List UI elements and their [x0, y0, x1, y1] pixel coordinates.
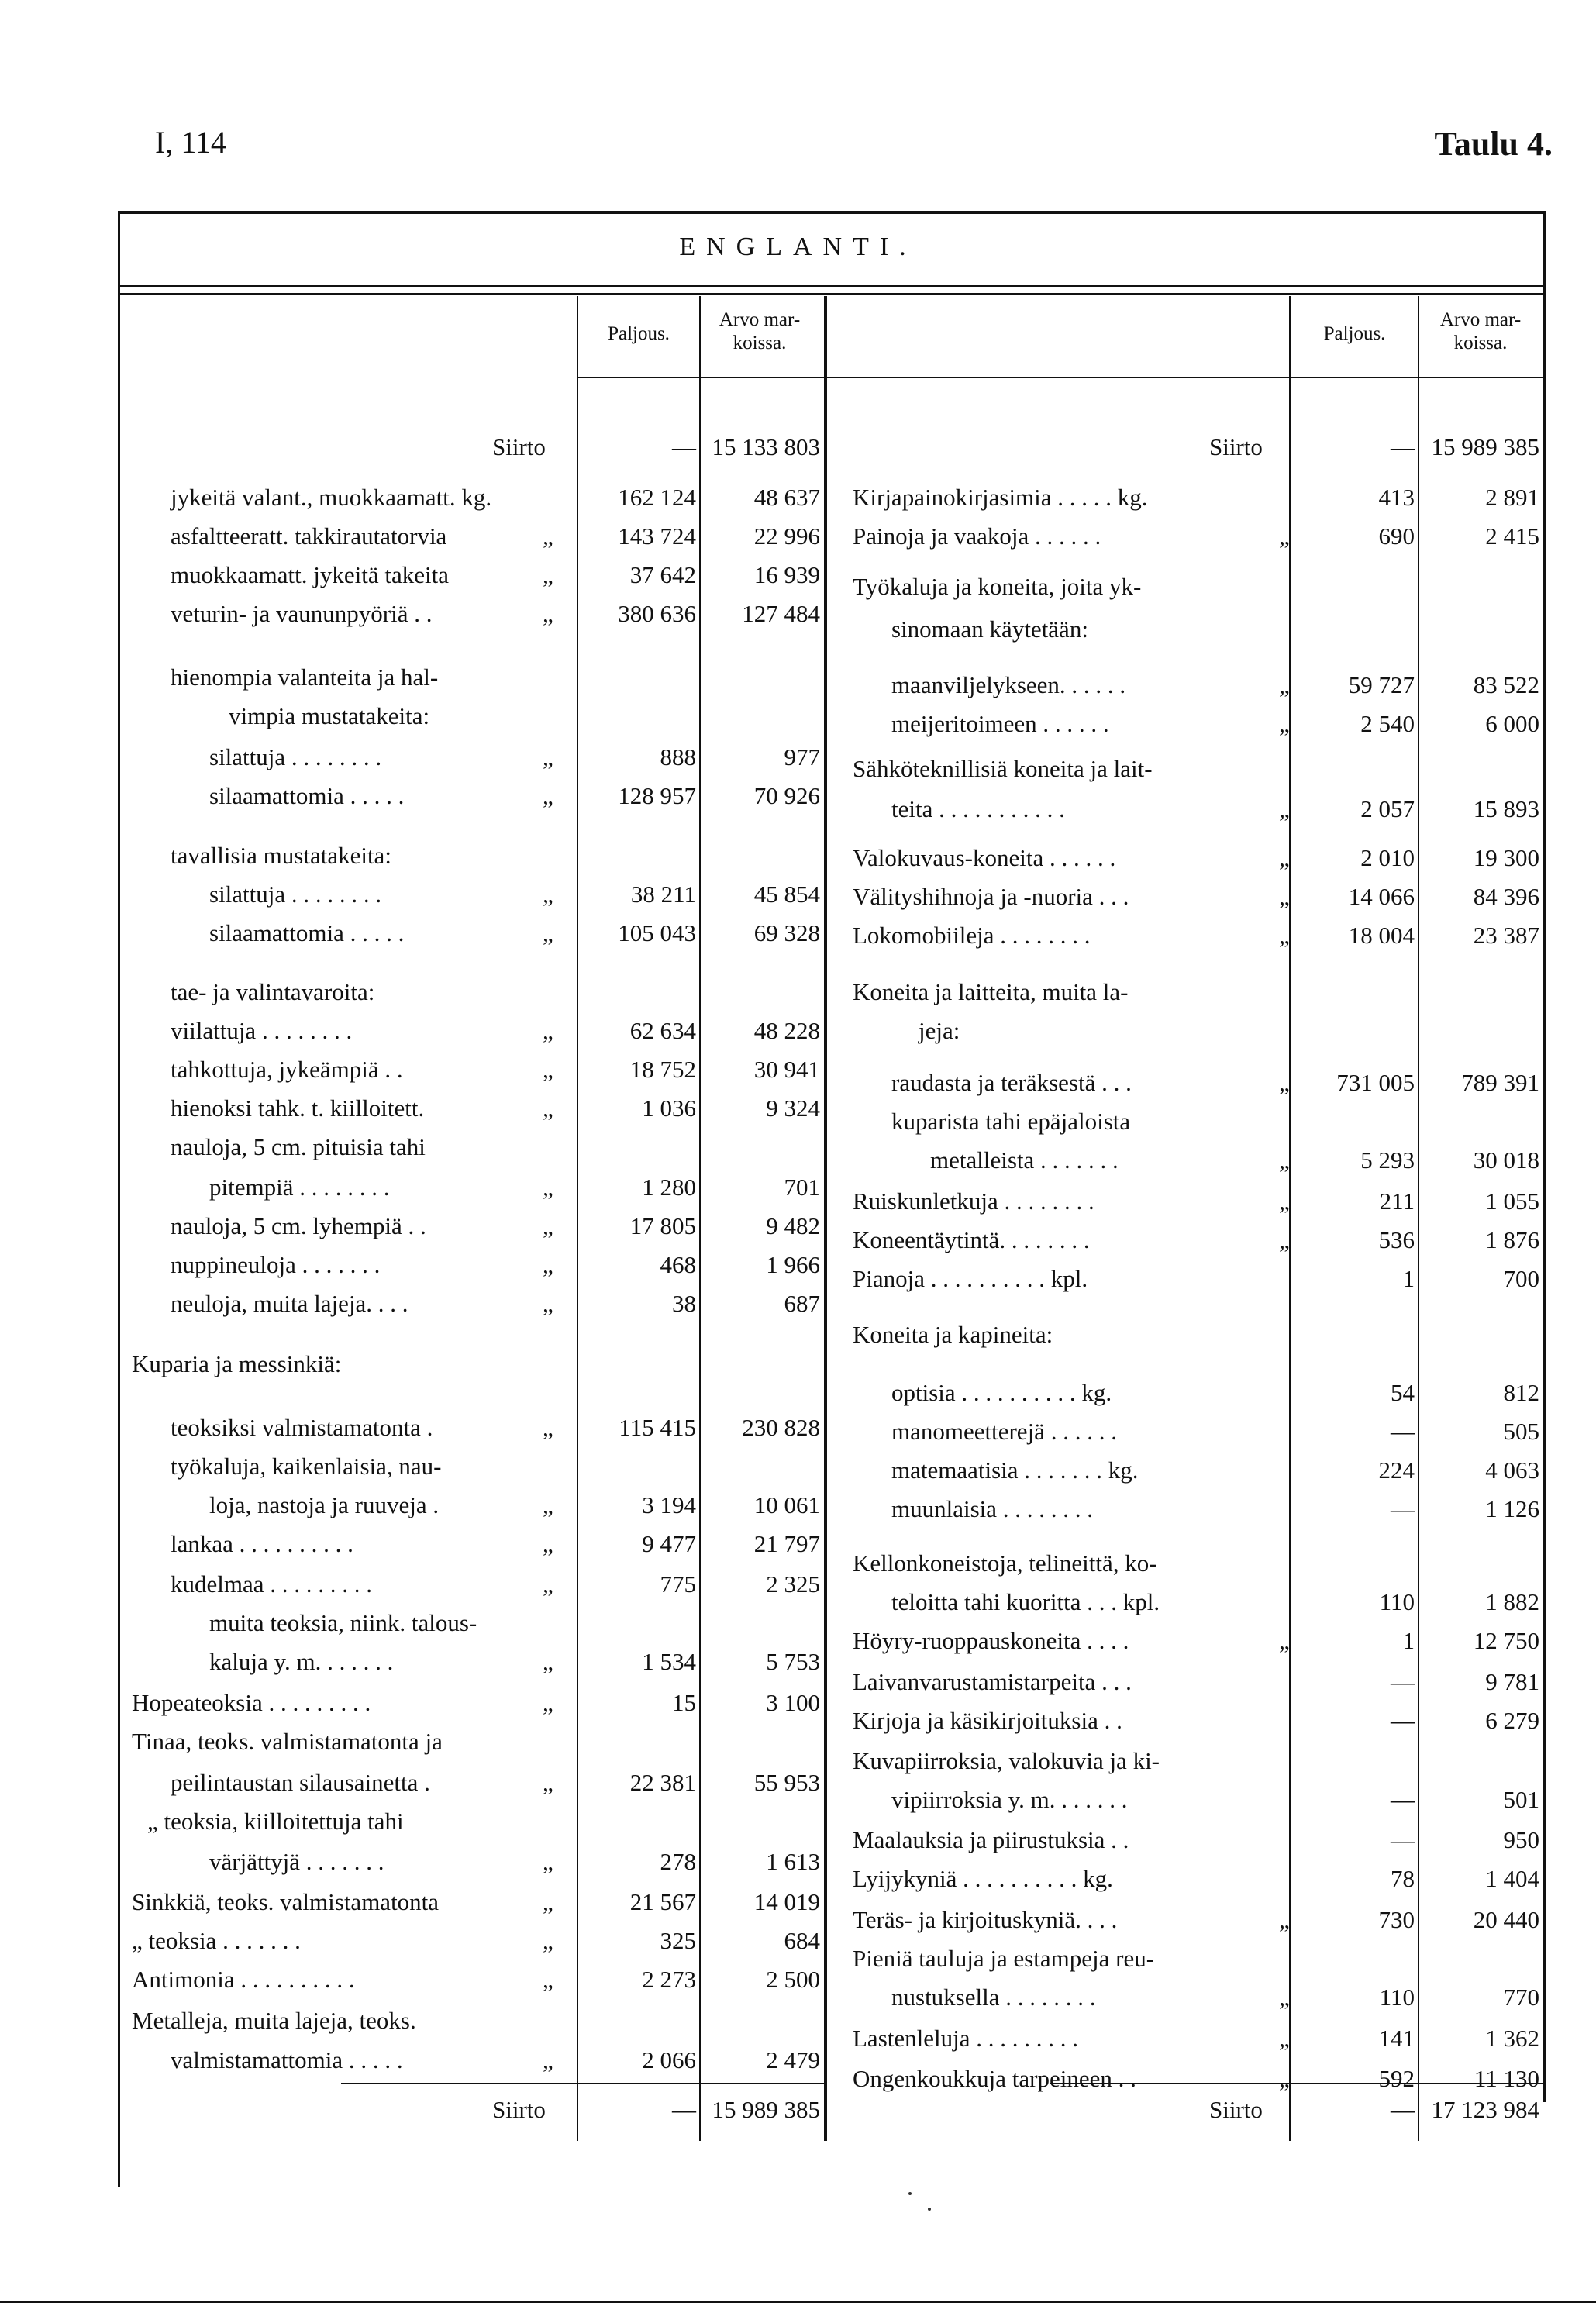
left-row-label: nauloja, 5 cm. lyhempiä . . [171, 1212, 426, 1239]
left-row-label: muita teoksia, niink. talous- [209, 1609, 477, 1636]
right-row-label: meijeritoimeen . . . . . . [891, 710, 1109, 737]
right-row-label: maanviljelykseen. . . . . . [891, 671, 1126, 698]
left-row-label: hienoksi tahk. t. kiilloitett. [171, 1094, 425, 1122]
left-row-label: Hopeateoksia . . . . . . . . . [132, 1689, 371, 1716]
right-row-quantity: 54 [1391, 1379, 1415, 1406]
right-row [0, 1585, 1596, 1619]
right-row-value: 950 [1503, 1826, 1539, 1853]
left-row-unit: „ [543, 1848, 553, 1875]
right-row [0, 1704, 1596, 1738]
right-row-quantity: 141 [1378, 2025, 1415, 2052]
right-row-label: metalleista . . . . . . . [930, 1146, 1119, 1174]
right-row [0, 1665, 1596, 1699]
left-row-label: tavallisia mustatakeita: [171, 842, 391, 869]
right-row-label: Höyry-ruoppauskoneita . . . . [853, 1627, 1129, 1654]
right-row-quantity: 224 [1378, 1456, 1415, 1484]
right-row-label: kuparista tahi epäjaloista [891, 1108, 1131, 1135]
right-row-value: 2 891 [1485, 484, 1539, 511]
right-row [0, 919, 1596, 953]
right-row-quantity: 2 057 [1360, 795, 1415, 822]
header-double-rule-1 [118, 285, 1546, 287]
right-row [0, 430, 1596, 464]
right-row-label: Lastenleluja . . . . . . . . . [853, 2025, 1078, 2052]
left-row-label: teoksiksi valmistamatonta . [171, 1414, 433, 1441]
right-row-label: nustuksella . . . . . . . . [891, 1984, 1096, 2011]
right-qty-header: Paljous. [1323, 323, 1386, 344]
left-row-label: pitempiä . . . . . . . . [209, 1174, 390, 1201]
right-row-quantity: 731 005 [1336, 1069, 1415, 1096]
left-row-quantity: 1 534 [642, 1648, 696, 1675]
left-row-label: silaamattomia . . . . . [209, 782, 405, 809]
right-row-label: Pieniä tauluja ja estampeja reu- [853, 1945, 1155, 1972]
right-row-label: vipiirroksia y. m. . . . . . . [891, 1786, 1128, 1813]
right-row-unit: „ [1279, 710, 1290, 737]
right-row-quantity: 110 [1379, 1984, 1415, 2011]
right-row-value: 12 750 [1473, 1627, 1539, 1654]
right-row-quantity: 536 [1378, 1226, 1415, 1253]
left-row-label: viilattuja . . . . . . . . [171, 1017, 353, 1044]
left-row-unit: „ [543, 1094, 553, 1122]
left-row-label: Tinaa, teoks. valmistamatonta ja [132, 1728, 443, 1755]
left-row-value: 10 061 [753, 1491, 820, 1518]
right-row-quantity: 5 293 [1360, 1146, 1415, 1174]
right-row [0, 1546, 1596, 1580]
left-row-value: 69 328 [753, 919, 820, 946]
right-row-quantity: — [1391, 1786, 1415, 1813]
right-row [0, 1143, 1596, 1177]
left-row-value: 1 966 [766, 1251, 820, 1278]
page-number: I, 114 [155, 125, 226, 160]
right-row-label: Kirjapainokirjasimia . . . . . kg. [853, 484, 1148, 511]
right-row-quantity: 592 [1378, 2065, 1415, 2092]
left-row-label: „ teoksia . . . . . . . [132, 1927, 301, 1954]
left-row-unit: „ [543, 1769, 553, 1796]
right-row-value: 4 063 [1485, 1456, 1539, 1484]
right-row [0, 2062, 1596, 2096]
right-row [0, 1184, 1596, 1218]
left-row-quantity: 1 036 [642, 1094, 696, 1122]
right-row-value: 501 [1503, 1786, 1539, 1813]
left-row-label: kudelmaa . . . . . . . . . [171, 1570, 373, 1598]
left-row-unit: „ [543, 1017, 553, 1044]
left-row-label: nauloja, 5 cm. pituisia tahi [171, 1133, 426, 1160]
right-row-label: Koneentäytintä. . . . . . . . [853, 1226, 1090, 1253]
right-row-quantity: 211 [1379, 1187, 1415, 1215]
right-row-quantity: 59 727 [1348, 671, 1415, 698]
right-row-label: Teräs- ja kirjoituskyniä. . . . [853, 1906, 1118, 1933]
bottom-border [0, 2301, 1596, 2303]
right-row-quantity: — [1391, 2096, 1415, 2123]
left-row-unit: „ [543, 1414, 553, 1441]
right-row-unit: „ [1279, 671, 1290, 698]
right-row-unit: „ [1279, 922, 1290, 949]
left-row-value: 701 [784, 1174, 820, 1201]
left-row-value: 3 100 [766, 1689, 820, 1716]
left-row-unit: „ [543, 1927, 553, 1954]
left-row-label: lankaa . . . . . . . . . . [171, 1530, 353, 1557]
left-row-quantity: 105 043 [618, 919, 696, 946]
left-row-quantity: 62 634 [629, 1017, 696, 1044]
right-row-label: muunlaisia . . . . . . . . [891, 1495, 1094, 1522]
right-row-value: 505 [1503, 1418, 1539, 1445]
right-row [0, 1942, 1596, 1976]
right-row-value: 30 018 [1473, 1146, 1539, 1174]
left-row-quantity: 21 567 [629, 1888, 696, 1915]
right-row-unit: „ [1279, 1627, 1290, 1654]
left-row-unit: „ [543, 1966, 553, 1993]
left-row-unit: „ [543, 561, 553, 588]
left-row-quantity: 15 [672, 1689, 696, 1716]
right-row-unit: „ [1279, 2025, 1290, 2052]
left-row-quantity: — [672, 433, 696, 460]
right-row-value: 6 000 [1485, 710, 1539, 737]
right-row [0, 1376, 1596, 1410]
left-row-unit: „ [543, 743, 553, 770]
table-number: Taulu 4. [1434, 125, 1553, 163]
left-row-unit: „ [543, 522, 553, 550]
left-row-value: 16 939 [753, 561, 820, 588]
right-row-label: Ruiskunletkuja . . . . . . . . [853, 1187, 1094, 1215]
right-row-label: sinomaan käytetään: [891, 615, 1088, 643]
left-row-label: „ teoksia, kiilloitettuja tahi [147, 1808, 404, 1835]
right-row-value: 17 123 984 [1431, 2096, 1539, 2123]
left-row-label: silaamattomia . . . . . [209, 919, 405, 946]
right-row-label: Lyijykyniä . . . . . . . . . . kg. [853, 1865, 1113, 1892]
left-row-unit: „ [543, 1689, 553, 1716]
right-row-label: Sähköteknillisiä koneita ja lait- [853, 755, 1153, 782]
left-row-value: 9 482 [766, 1212, 820, 1239]
left-row-label: tae- ja valintavaroita: [171, 978, 375, 1005]
left-row-unit: „ [543, 782, 553, 809]
right-row-value: 15 893 [1473, 795, 1539, 822]
right-row-quantity: 413 [1378, 484, 1415, 511]
left-row-unit: „ [543, 1570, 553, 1598]
right-row-label: Kellonkoneistoja, telineittä, ko- [853, 1549, 1157, 1577]
left-row-label: Metalleja, muita lajeja, teoks. [132, 2007, 416, 2034]
left-row-value: 48 228 [753, 1017, 820, 1044]
left-row-label: silattuja . . . . . . . . [209, 881, 382, 908]
right-row-label: Välityshihnoja ja -nuoria . . . [853, 883, 1129, 910]
right-row [0, 880, 1596, 914]
left-row-value: 2 500 [766, 1966, 820, 1993]
right-row-value: 1 126 [1485, 1495, 1539, 1522]
right-row-quantity: — [1391, 1418, 1415, 1445]
left-row-value: 48 637 [753, 484, 820, 511]
right-row [0, 1744, 1596, 1778]
right-row-value: 83 522 [1473, 671, 1539, 698]
right-row-label: Painoja ja vaakoja . . . . . . [853, 522, 1101, 550]
right-row-label: Valokuvaus-koneita . . . . . . [853, 844, 1116, 871]
left-row-quantity: 2 273 [642, 1966, 696, 1993]
left-value-header: Arvo mar- koissa. [719, 309, 801, 353]
right-row-value: 23 387 [1473, 922, 1539, 949]
left-row-value: 21 797 [753, 1530, 820, 1557]
left-row-quantity: — [672, 2096, 696, 2123]
right-row [0, 975, 1596, 1009]
right-row-quantity: 1 [1402, 1265, 1415, 1292]
left-row-quantity: 1 280 [642, 1174, 696, 1201]
right-row [0, 1783, 1596, 1817]
right-row-quantity: 14 066 [1348, 883, 1415, 910]
right-row [0, 2022, 1596, 2056]
right-row-unit: „ [1279, 883, 1290, 910]
left-row-label: peilintaustan silausainetta . [171, 1769, 430, 1796]
right-row-label: teita . . . . . . . . . . . [891, 795, 1065, 822]
left-row-value: 1 613 [766, 1848, 820, 1875]
right-row-quantity: 2 540 [1360, 710, 1415, 737]
right-row [0, 1066, 1596, 1100]
right-row-value: 1 876 [1485, 1226, 1539, 1253]
right-row-value: 1 404 [1485, 1865, 1539, 1892]
right-row-label: jeja: [919, 1017, 960, 1044]
left-row-label: loja, nastoja ja ruuveja . [209, 1491, 440, 1518]
right-row [0, 1823, 1596, 1857]
right-row [0, 668, 1596, 702]
left-row-label: muokkaamatt. jykeitä takeita [171, 561, 449, 588]
left-row-value: 230 828 [742, 1414, 820, 1441]
left-row-quantity: 278 [660, 1848, 696, 1875]
right-row-quantity: — [1391, 1707, 1415, 1734]
left-row-quantity: 325 [660, 1927, 696, 1954]
right-row-quantity: — [1391, 1826, 1415, 1853]
right-row-unit: „ [1279, 795, 1290, 822]
left-row-unit: „ [543, 1888, 553, 1915]
left-row-value: 687 [784, 1290, 820, 1317]
left-row-label: hienompia valanteita ja hal- [171, 664, 439, 691]
right-row-value: 700 [1503, 1265, 1539, 1292]
right-row-label: Koneita ja laitteita, muita la- [853, 978, 1129, 1005]
print-mark [908, 2192, 912, 2195]
left-row-value: 5 753 [766, 1648, 820, 1675]
left-row-unit: „ [543, 1491, 553, 1518]
left-row-quantity: 3 194 [642, 1491, 696, 1518]
right-row-unit: „ [1279, 2065, 1290, 2092]
right-value-header: Arvo mar- koissa. [1439, 309, 1522, 353]
right-row [0, 481, 1596, 515]
right-row-quantity: 690 [1378, 522, 1415, 550]
right-row [0, 1624, 1596, 1658]
left-row-unit: „ [543, 1212, 553, 1239]
left-row-label: kaluja y. m. . . . . . . [209, 1648, 394, 1675]
right-row-value: 2 415 [1485, 522, 1539, 550]
left-row-value: 55 953 [753, 1769, 820, 1796]
right-row [0, 1223, 1596, 1257]
right-row-quantity: — [1391, 1668, 1415, 1695]
left-row-quantity: 380 636 [618, 600, 696, 627]
right-row-quantity: 78 [1391, 1865, 1415, 1892]
left-row-label: Siirto [492, 433, 546, 460]
right-row-label: raudasta ja teräksestä . . . [891, 1069, 1132, 1096]
right-row-label: Siirto [1209, 433, 1263, 460]
left-row-quantity: 38 [672, 1290, 696, 1317]
column-header-rule [578, 377, 1543, 378]
left-row-label: veturin- ja vaununpyöriä . . [171, 600, 433, 627]
right-row-label: Siirto [1209, 2096, 1263, 2123]
left-row-unit: „ [543, 1056, 553, 1083]
right-row-label: Laivanvarustamistarpeita . . . [853, 1668, 1132, 1695]
left-row-label: asfaltteeratt. takkirautatorvia [171, 522, 447, 550]
right-row-quantity: 18 004 [1348, 922, 1415, 949]
left-row-value: 15 989 385 [712, 2096, 820, 2123]
left-row-unit: „ [543, 600, 553, 627]
right-row-unit: „ [1279, 522, 1290, 550]
right-row-label: optisia . . . . . . . . . . kg. [891, 1379, 1112, 1406]
right-row [0, 1318, 1596, 1352]
right-row-quantity: 110 [1379, 1588, 1415, 1615]
left-row-value: 45 854 [753, 881, 820, 908]
left-row-quantity: 115 415 [619, 1414, 696, 1441]
right-row [0, 2093, 1596, 2127]
header-double-rule-2 [118, 293, 1546, 295]
right-row-label: Lokomobiileja . . . . . . . . [853, 922, 1091, 949]
left-row-unit: „ [543, 1174, 553, 1201]
right-row-label: matemaatisia . . . . . . . kg. [891, 1456, 1139, 1484]
left-row-label: Kuparia ja messinkiä: [132, 1350, 342, 1377]
left-row-label: värjättyjä . . . . . . . [209, 1848, 384, 1875]
left-row-value: 70 926 [753, 782, 820, 809]
left-row-quantity: 162 124 [618, 484, 696, 511]
left-row-quantity: 468 [660, 1251, 696, 1278]
left-row-value: 22 996 [753, 522, 820, 550]
right-row-value: 19 300 [1473, 844, 1539, 871]
right-row [0, 1862, 1596, 1896]
left-row-quantity: 37 642 [629, 561, 696, 588]
table-title: ENGLANTI. [679, 233, 917, 261]
left-row-quantity: 143 724 [618, 522, 696, 550]
right-row [0, 1262, 1596, 1296]
right-row-value: 20 440 [1473, 1906, 1539, 1933]
right-row [0, 1415, 1596, 1449]
right-row-value: 812 [1503, 1379, 1539, 1406]
left-row-label: silattuja . . . . . . . . [209, 743, 382, 770]
right-row-unit: „ [1279, 844, 1290, 871]
left-row-value: 14 019 [753, 1888, 820, 1915]
left-row-label: Antimonia . . . . . . . . . . [132, 1966, 355, 1993]
left-row-value: 977 [784, 743, 820, 770]
right-row [0, 792, 1596, 826]
right-row-quantity: — [1391, 1495, 1415, 1522]
right-row [0, 752, 1596, 786]
right-row-quantity: — [1391, 433, 1415, 460]
left-row-unit: „ [543, 1290, 553, 1317]
right-row-label: Ongenkoukkuja tarpeineen . . [853, 2065, 1136, 2092]
left-row-quantity: 775 [660, 1570, 696, 1598]
left-row-unit: „ [543, 1251, 553, 1278]
right-row-value: 84 396 [1473, 883, 1539, 910]
left-row-quantity: 888 [660, 743, 696, 770]
right-row-quantity: 1 [1402, 1627, 1415, 1654]
left-row-unit: „ [543, 2046, 553, 2073]
left-row-label: nuppineuloja . . . . . . . [171, 1251, 381, 1278]
right-row-value: 15 989 385 [1431, 433, 1539, 460]
right-row-label: Pianoja . . . . . . . . . . kpl. [853, 1265, 1088, 1292]
left-row-quantity: 128 957 [618, 782, 696, 809]
right-row-unit: „ [1279, 1226, 1290, 1253]
top-rule [118, 211, 1546, 214]
left-row-value: 15 133 803 [712, 433, 820, 460]
right-row [0, 1105, 1596, 1139]
left-qty-header: Paljous. [608, 323, 670, 344]
right-row-value: 1 055 [1485, 1187, 1539, 1215]
right-row [0, 1014, 1596, 1048]
left-row-label: työkaluja, kaikenlaisia, nau- [171, 1453, 442, 1480]
left-row-label: valmistamattomia . . . . . [171, 2046, 403, 2073]
right-row-value: 770 [1503, 1984, 1539, 2011]
right-row-unit: „ [1279, 1187, 1290, 1215]
right-row [0, 841, 1596, 875]
right-row-unit: „ [1279, 1984, 1290, 2011]
right-row [0, 1903, 1596, 1937]
right-row [0, 1980, 1596, 2015]
left-row-label: Sinkkiä, teoks. valmistamatonta [132, 1888, 440, 1915]
left-row-quantity: 38 211 [630, 881, 696, 908]
left-row-label: tahkottuja, jykeämpiä . . [171, 1056, 403, 1083]
right-row-value: 789 391 [1461, 1069, 1539, 1096]
right-row-label: Kirjoja ja käsikirjoituksia . . [853, 1707, 1122, 1734]
right-row-label: teloitta tahi kuoritta . . . kpl. [891, 1588, 1160, 1615]
left-row-value: 2 479 [766, 2046, 820, 2073]
right-row-label: Koneita ja kapineita: [853, 1321, 1053, 1348]
right-row-value: 11 130 [1474, 2065, 1539, 2092]
left-row-value: 127 484 [742, 600, 820, 627]
left-row-label: vimpia mustatakeita: [229, 702, 430, 729]
left-row-unit: „ [543, 1648, 553, 1675]
left-row-unit: „ [543, 919, 553, 946]
right-row-label: Kuvapiirroksia, valokuvia ja ki- [853, 1747, 1160, 1774]
right-row-value: 1 362 [1485, 2025, 1539, 2052]
right-row [0, 612, 1596, 646]
left-row-label: Siirto [492, 2096, 546, 2123]
left-row-value: 684 [784, 1927, 820, 1954]
left-row-quantity: 18 752 [629, 1056, 696, 1083]
right-row-label: Maalauksia ja piirustuksia . . [853, 1826, 1129, 1853]
right-row-unit: „ [1279, 1906, 1290, 1933]
right-row-unit: „ [1279, 1146, 1290, 1174]
left-row-label: jykeitä valant., muokkaamatt. kg. [171, 484, 492, 511]
left-row-label: neuloja, muita lajeja. . . . [171, 1290, 408, 1317]
right-row-value: 6 279 [1485, 1707, 1539, 1734]
left-row-quantity: 2 066 [642, 2046, 696, 2073]
right-row [0, 570, 1596, 604]
left-row-value: 30 941 [753, 1056, 820, 1083]
left-row-unit: „ [543, 881, 553, 908]
left-row-unit: „ [543, 1530, 553, 1557]
left-row-value: 9 324 [766, 1094, 820, 1122]
right-row [0, 707, 1596, 741]
right-row-quantity: 2 010 [1360, 844, 1415, 871]
left-row-quantity: 9 477 [642, 1530, 696, 1557]
right-row-value: 1 882 [1485, 1588, 1539, 1615]
right-row-quantity: 730 [1378, 1906, 1415, 1933]
left-row-quantity: 22 381 [629, 1769, 696, 1796]
right-row [0, 1453, 1596, 1487]
print-mark [928, 2208, 931, 2211]
right-row-unit: „ [1279, 1069, 1290, 1096]
left-row-quantity: 17 805 [629, 1212, 696, 1239]
right-row-label: manomeetterejä . . . . . . [891, 1418, 1117, 1445]
right-row [0, 1492, 1596, 1526]
right-row-label: Työkaluja ja koneita, joita yk- [853, 573, 1142, 600]
right-row-value: 9 781 [1485, 1668, 1539, 1695]
right-row [0, 519, 1596, 553]
left-row-value: 2 325 [766, 1570, 820, 1598]
